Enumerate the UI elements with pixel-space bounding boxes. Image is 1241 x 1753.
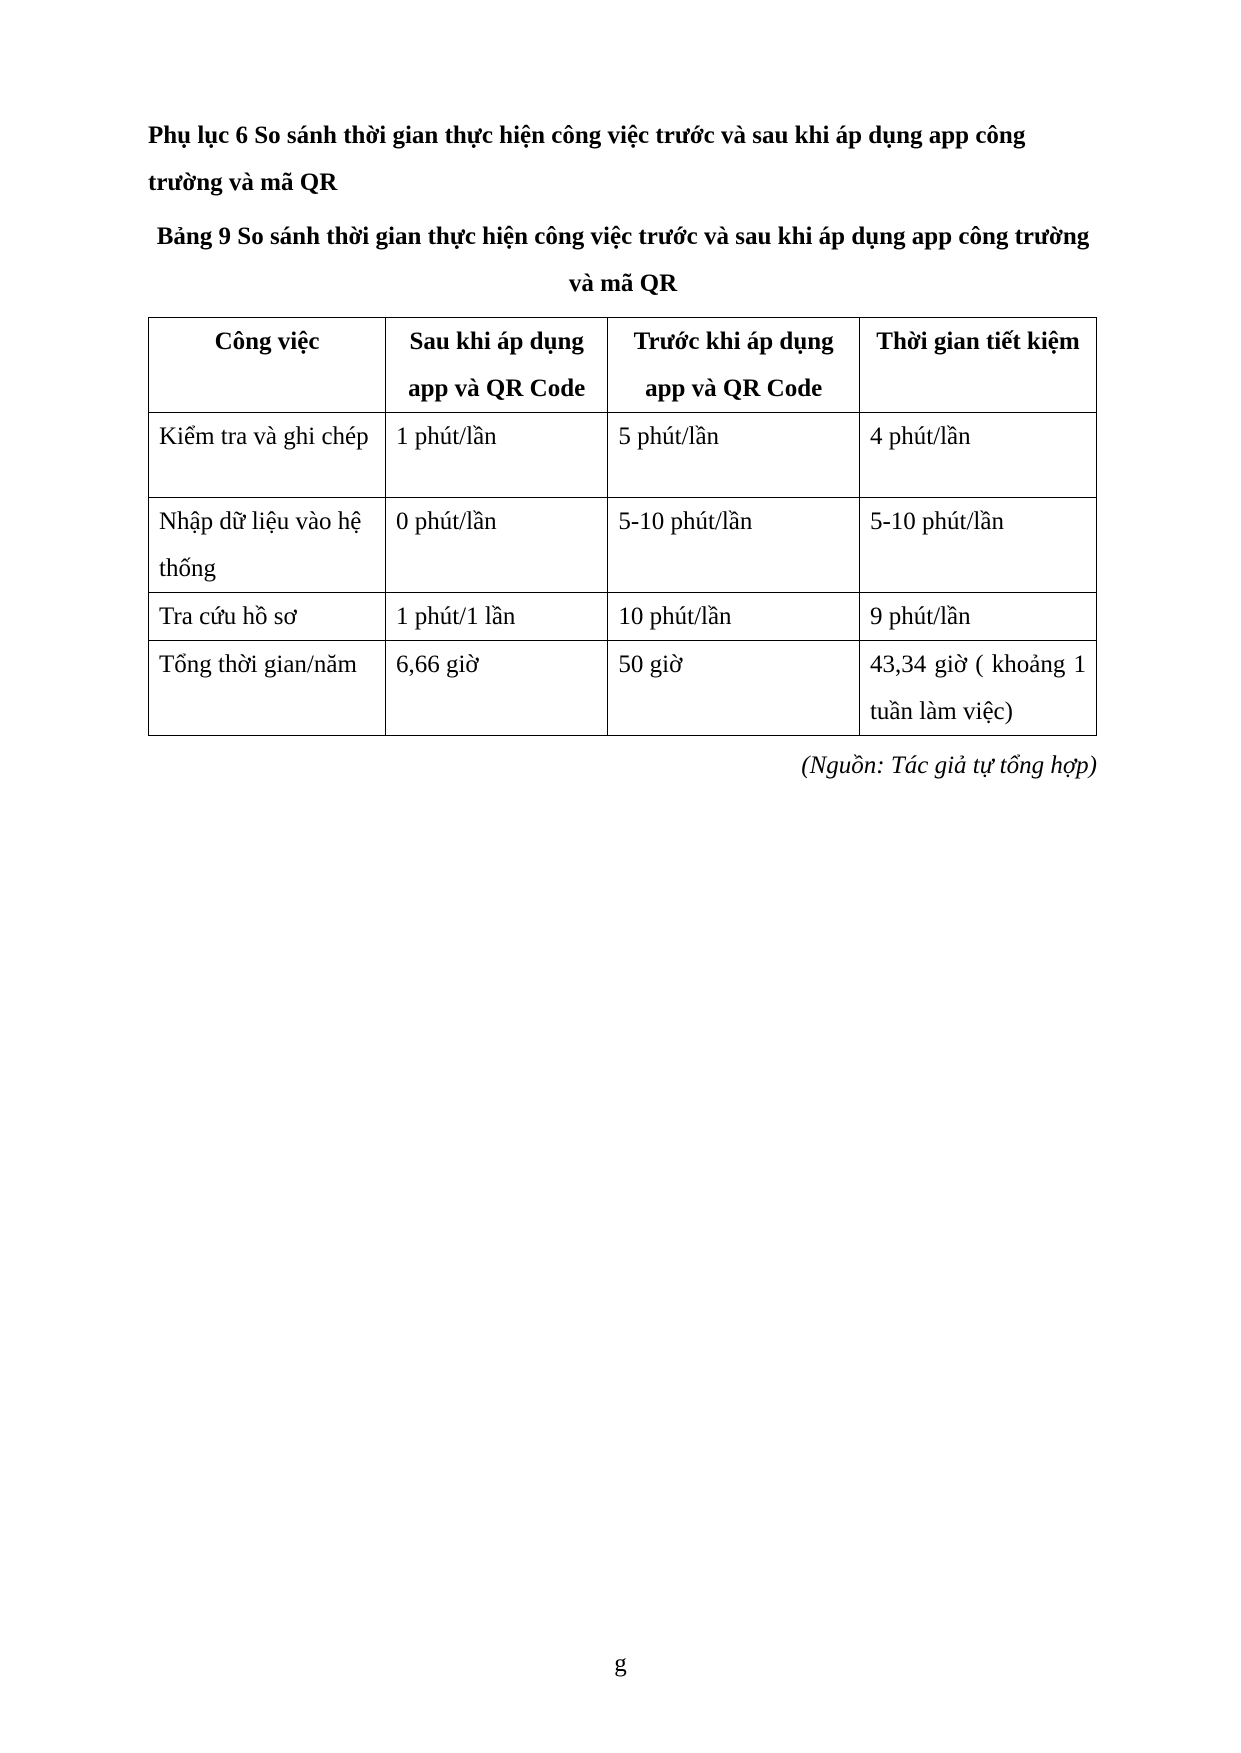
cell-after: 1 phút/lần [385, 413, 607, 498]
cell-time-saved: 9 phút/lần [859, 593, 1096, 641]
header-before: Trước khi áp dụng app và QR Code [608, 318, 860, 413]
cell-task: Tổng thời gian/năm [149, 641, 386, 736]
page-number: g [614, 1650, 627, 1677]
header-after: Sau khi áp dụng app và QR Code [385, 318, 607, 413]
table-header-row [149, 318, 1097, 413]
cell-time-saved: 5-10 phút/lần [859, 498, 1096, 593]
comparison-table [148, 317, 1097, 736]
cell-time-saved: 43,34 giờ ( khoảng 1 tuần làm việc) [859, 641, 1096, 736]
cell-before: 5-10 phút/lần [608, 498, 860, 593]
header-task: Công việc [149, 318, 386, 413]
cell-after: 1 phút/1 lần [385, 593, 607, 641]
table-row [149, 498, 1097, 593]
table-row [149, 413, 1097, 498]
cell-after: 0 phút/lần [385, 498, 607, 593]
cell-task: Nhập dữ liệu vào hệ thống [149, 498, 386, 593]
header-time-saved: Thời gian tiết kiệm [859, 318, 1096, 413]
cell-before: 5 phút/lần [608, 413, 860, 498]
table-row [149, 593, 1097, 641]
cell-before: 50 giờ [608, 641, 860, 736]
appendix-title: Phụ lục 6 So sánh thời gian thực hiện công việc trước và sau khi áp dụng app công trường và mã QR [148, 122, 1026, 196]
cell-time-saved: 4 phút/lần [859, 413, 1096, 498]
cell-after: 6,66 giờ [385, 641, 607, 736]
cell-before: 10 phút/lần [608, 593, 860, 641]
table-caption: Bảng 9 So sánh thời gian thực hiện công việc trước và sau khi áp dụng app công trường và mã QR [156, 223, 1090, 297]
cell-task: Kiểm tra và ghi chép [149, 413, 386, 498]
table-row [149, 641, 1097, 736]
source-note: (Nguồn: Tác giả tự tổng hợp) [801, 752, 1097, 779]
cell-task: Tra cứu hồ sơ [149, 593, 386, 641]
